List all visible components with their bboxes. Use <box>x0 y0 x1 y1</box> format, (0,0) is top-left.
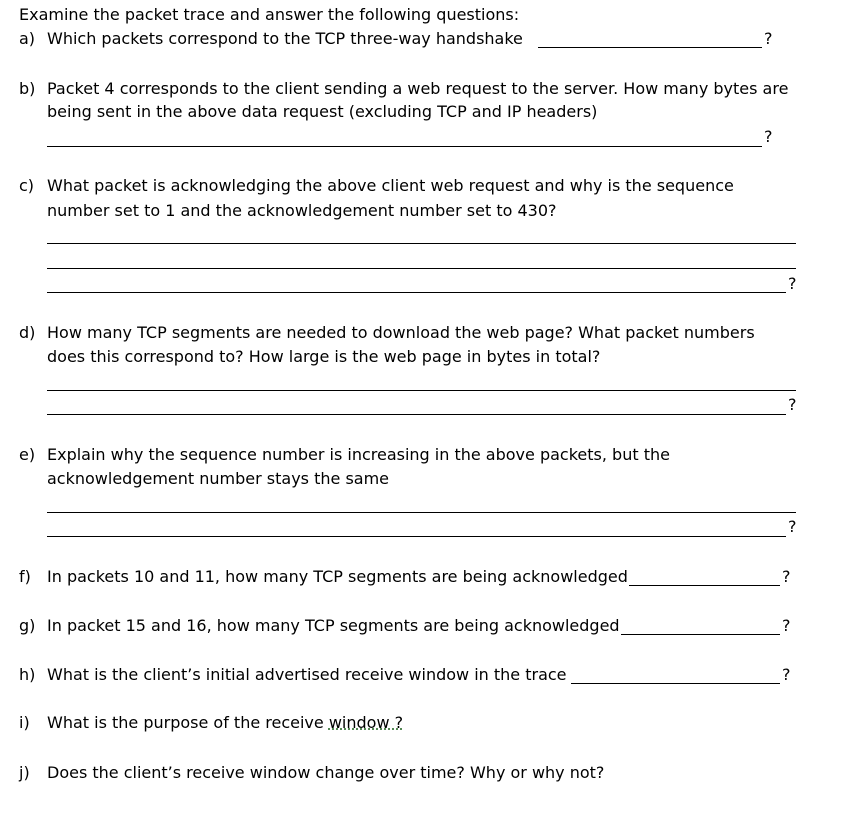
question-b-line2: being sent in the above data request (excluding TCP and IP headers) <box>47 102 598 121</box>
question-mark-e: ? <box>788 517 797 536</box>
answer-line-c3 <box>47 292 786 293</box>
question-mark-h: ? <box>782 665 791 684</box>
label-h: h) <box>19 665 36 684</box>
label-f: f) <box>19 567 31 586</box>
question-c-line2: number set to 1 and the acknowledgement number set to 430? <box>47 201 557 220</box>
label-d: d) <box>19 323 36 342</box>
label-j: j) <box>19 763 30 782</box>
answer-line-f <box>629 585 780 586</box>
answer-line-d1 <box>47 390 796 391</box>
question-mark-c: ? <box>788 274 797 293</box>
question-mark-g: ? <box>782 616 791 635</box>
question-e-line2: acknowledgement number stays the same <box>47 469 390 488</box>
question-b-line1: Packet 4 corresponds to the client sending a web request to the server. How many bytes are <box>47 79 789 98</box>
answer-line-h <box>571 683 780 684</box>
answer-line-e2 <box>47 536 786 537</box>
question-i-text <box>47 712 403 734</box>
label-g: g) <box>19 616 36 635</box>
label-b: b) <box>19 79 36 98</box>
label-c: c) <box>19 176 35 195</box>
intro-text: Examine the packet trace and answer the following questions: <box>19 5 520 24</box>
question-mark-b: ? <box>764 127 773 146</box>
answer-line-c1 <box>47 243 796 244</box>
answer-line-g <box>621 634 780 635</box>
spellcheck-word-window: window ? <box>328 713 404 732</box>
label-e: e) <box>19 445 36 464</box>
question-d-line1: How many TCP segments are needed to download the web page? What packet numbers <box>47 323 755 342</box>
answer-line-d2 <box>47 414 786 415</box>
label-i: i) <box>19 713 30 732</box>
question-mark-a: ? <box>764 29 773 48</box>
question-h-text: What is the client’s initial advertised receive window in the trace <box>47 665 567 684</box>
question-f-text: In packets 10 and 11, how many TCP segments are being acknowledged <box>47 567 628 586</box>
question-d-line2: does this correspond to? How large is the web page in bytes in total? <box>47 347 601 366</box>
answer-line-c2 <box>47 268 796 269</box>
label-a: a) <box>19 29 36 48</box>
question-a-text: Which packets correspond to the TCP three-way handshake <box>47 29 523 48</box>
answer-line-b <box>47 146 762 147</box>
question-j-text: Does the client’s receive window change over time? Why or why not? <box>47 763 605 782</box>
question-i-text-start: What is the purpose of the receive <box>47 713 329 732</box>
question-mark-d: ? <box>788 395 797 414</box>
answer-line-a <box>538 47 762 48</box>
question-e-line1: Explain why the sequence number is increasing in the above packets, but the <box>47 445 670 464</box>
answer-line-e1 <box>47 512 796 513</box>
question-mark-f: ? <box>782 567 791 586</box>
question-c-line1: What packet is acknowledging the above client web request and why is the sequence <box>47 176 734 195</box>
question-g-text: In packet 15 and 16, how many TCP segments are being acknowledged <box>47 616 620 635</box>
